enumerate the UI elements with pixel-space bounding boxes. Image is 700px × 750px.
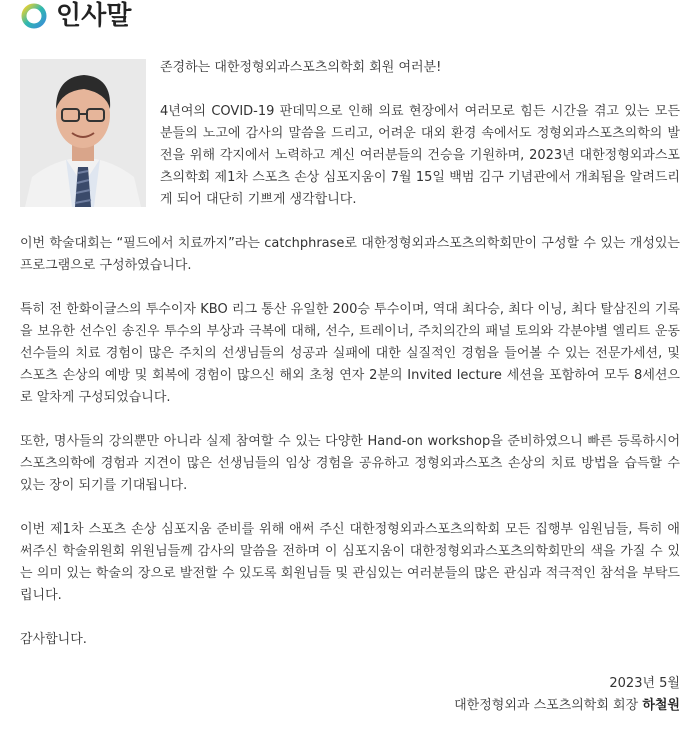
intro-block: [160, 57, 680, 211]
signature-line: [454, 695, 680, 717]
gradient-ring-icon: [20, 2, 48, 30]
paragraph-workshop: [20, 431, 680, 497]
page-title: 인사말: [56, 1, 132, 31]
page-header: [20, 0, 131, 32]
closing-text: 감사합니다.: [20, 632, 87, 647]
signature-org-role: 대한정형외과 스포츠의학회 회장: [454, 698, 643, 713]
greeting-text: 존경하는 대한정형외과스포츠의학회 회원 여러분!: [160, 60, 442, 75]
paragraph-thanks-committee: [20, 519, 680, 607]
body-paragraph: 이번 제1차 스포츠 손상 심포지움 준비를 위해 애써 주신 대한정형외과스포츠의학회 모든 집행부 임원님들, 특히 애써주신 학술위원회 위원님들께 감사의 말씀을 전하며 이 심포지움이 대한정형외과스포츠의학회만의 색을 가질 수 있는 의미 있는 학술의 장으로 발전할 수 있도록 회원님들 및 관심있는 여러분들의 많은 관심과 적극적인 참석을 부탁드립니다.: [20, 522, 680, 603]
paragraph-program: [20, 233, 680, 277]
body-paragraph: 특히 전 한화이글스의 투수이자 KBO 리그 통산 유일한 200승 투수이며, 역대 최다승, 최다 이닝, 최다 탈삼진의 기록을 보유한 선수인 송진우 투수의 부상과 극복에 대해, 선수, 트레이너, 주치의간의 패널 토의와 각분야별 엘리트 운동선수들의 치료 경험이 많은 주치의 선생님들의 성공과 실패에 대한 실질적인 경험을 들어볼 수 있는 전문가세션, 및 스포츠 손상의 예방 및 회복에 경험이 많으신 해외 초청 연자 2분의 Invited lecture 세션을 포함하여 모두 8세션으로 알차게 구성되었습니다.: [20, 302, 680, 405]
body-paragraph: 이번 학술대회는 “필드에서 치료까지”라는 catchphrase로 대한정형외과스포츠의학회만이 구성할 수 있는 개성있는 프로그램으로 구성하였습니다.: [20, 236, 680, 273]
signature-date: 2023년 5월: [609, 676, 680, 691]
paragraph-closing: [20, 629, 680, 651]
paragraph-sessions: [20, 299, 680, 409]
body-paragraph: 또한, 명사들의 강의뿐만 아니라 실제 참여할 수 있는 다양한 Hand-on workshop을 준비하였으니 빠른 등록하시어 스포츠의학에 경험과 지견이 많은 선생님들의 임상 경험을 공유하고 정형외과스포츠 손상의 치료 방법을 습득할 수 있는 장이 되기를 기대됩니다.: [20, 434, 680, 493]
intro-paragraph: 4년여의 COVID-19 판데믹으로 인해 의료 현장에서 여러모로 힘든 시간을 겪고 있는 모든 분들의 노고에 감사의 말씀을 드리고, 어려운 대외 환경 속에서도 정형외과스포츠의학의 발전을 위해 각지에서 노력하고 계신 여러분들의 건승을 기원하며, 2023년 대한정형외과스포츠의학회 제1차 스포츠 손상 심포지움이 7월 15일 백범 김구 기념관에서 개최됨을 알려드리게 되어 대단히 기쁘게 생각합니다.: [160, 104, 680, 207]
president-portrait: [20, 59, 146, 207]
signature-name: 하철원: [642, 698, 680, 713]
signature-block: [454, 673, 680, 717]
